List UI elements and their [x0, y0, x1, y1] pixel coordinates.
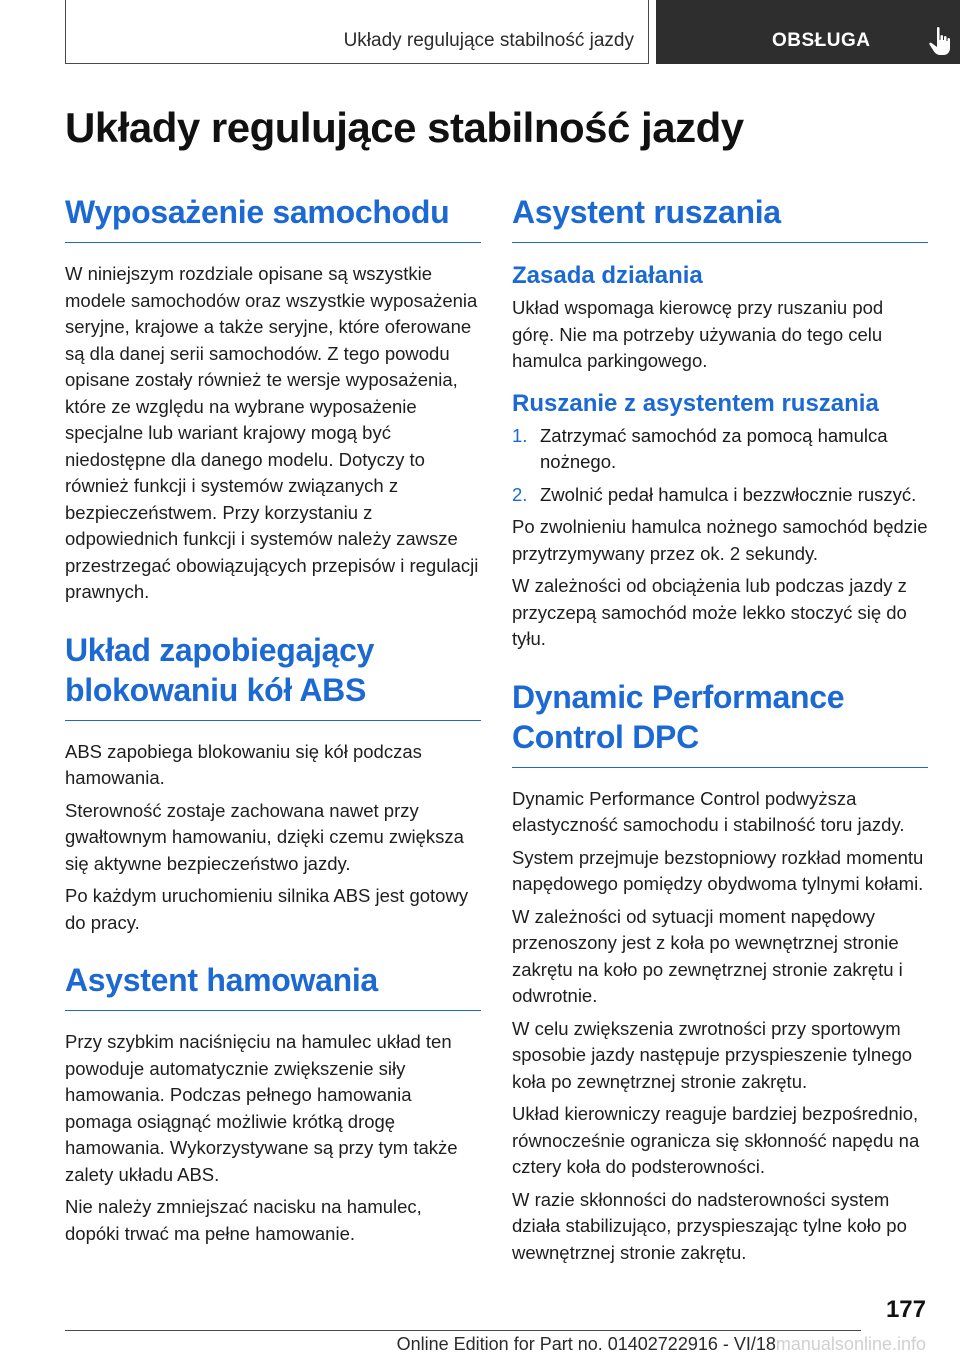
paragraph: W niniejszym rozdziale opisane są wszystkie modele samochodów oraz wszystkie wyposażenia seryjne, krajowe a także seryjne, które oferowane są dla danej serii samochodów. Z tego powodu opisane zostały również te wersje wyposażenia, które ze względu na wybrane wyposażenie specjalne lub wariant krajowy mogą być niedostępne dla danego modelu. Dotyczy to również funkcji i systemów związanych z bezpieczeństwem. Przy korzystaniu z odpowiednich funkcji i systemów należy zawsze przestrzegać obowiązujących przepisów i regulacji prawnych.: [65, 263, 479, 602]
step-item: [512, 482, 928, 509]
paragraph: Dynamic Performance Control podwyższa elastyczność samochodu i stabilność toru jazdy.: [512, 787, 905, 835]
step-text: Zwolnić pedał hamulca i bezzwłocznie ruszyć.: [540, 483, 917, 505]
paragraph: Układ kierowniczy reaguje bardziej bezpośrednio, równocześnie ogranicza się skłonność napędu na cztery koła do podsterowności.: [512, 1103, 920, 1177]
page-title: Układy regulujące stabilność jazdy: [65, 104, 744, 151]
paragraph: Po zwolnieniu hamulca nożnego samochód będzie przytrzymywany przez ok. 2 sekundy.: [512, 516, 928, 564]
paragraph: System przejmuje bezstopniowy rozkład momentu napędowego pomiędzy obydwoma tylnymi kołami.: [512, 846, 924, 894]
header-section-title: Układy regulujące stabilność jazdy: [343, 30, 634, 51]
header-chapter-tab: [656, 0, 960, 64]
section-wyposazenie: [65, 192, 481, 606]
subsection-heading: Zasada działania: [512, 262, 703, 289]
section-heading: Dynamic Performance Control DPC: [512, 677, 928, 768]
paragraph: W zależności od obciążenia lub podczas jazdy z przyczepą samochód może lekko stoczyć się do tyłu.: [512, 575, 907, 649]
paragraph: ABS zapobiega blokowaniu się kół podczas hamowania.: [65, 740, 422, 788]
section-heading: Układ zapobiegający blokowaniu kół ABS: [65, 630, 481, 721]
left-column: [65, 192, 481, 1271]
step-item: [512, 423, 928, 476]
section-heading: Asystent ruszania: [512, 192, 928, 243]
paragraph: Układ wspomaga kierowcę przy ruszaniu pod górę. Nie ma potrzeby używania do tego celu hamulca parkingowego.: [512, 297, 884, 371]
footer-edition-text: Online Edition for Part no. 01402722916 - VI/18: [396, 1334, 776, 1354]
paragraph: Po każdym uruchomieniu silnika ABS jest gotowy do pracy.: [65, 885, 469, 933]
page-header: [0, 0, 960, 66]
section-asystent-hamowania: [65, 960, 481, 1247]
paragraph: W zależności od sytuacji moment napędowy przenoszony jest z koła po wewnętrznej stronie zakrętu na koło po zewnętrznej stronie zakrętu i odwrotnie.: [512, 905, 903, 1006]
section-dpc: [512, 677, 928, 1267]
step-number: 2.: [512, 483, 528, 505]
section-heading: Wyposażenie samochodu: [65, 192, 481, 243]
paragraph: W razie skłonności do nadsterowności system działa stabilizująco, przyspieszając tylne koło po wewnętrznej stronie zakrętu.: [512, 1188, 907, 1263]
footer-edition: [397, 1334, 926, 1355]
paragraph: W celu zwiększenia zwrotności przy sportowym sposobie jazdy następuje przyspieszenie tylnego koła po zewnętrznej stronie zakrętu.: [512, 1017, 913, 1092]
watermark-text: manualsonline.info: [775, 1334, 926, 1354]
step-number: 1.: [512, 424, 528, 446]
subsection-heading: Ruszanie z asystentem ruszania: [512, 389, 879, 417]
page-number: 177: [885, 1296, 926, 1323]
right-column: [512, 192, 928, 1290]
paragraph: Sterowność zostaje zachowana nawet przy gwałtownym hamowaniu, dzięki czemu zwiększa się aktywne bezpieczeństwo jazdy.: [65, 799, 464, 874]
section-heading: Asystent hamowania: [65, 960, 481, 1011]
step-text: Zatrzymać samochód za pomocą hamulca nożnego.: [540, 424, 888, 472]
section-abs: [65, 630, 481, 937]
hand-pointer-icon: [928, 26, 954, 56]
header-section-box: [65, 0, 649, 64]
paragraph: Nie należy zmniejszać nacisku na hamulec, dopóki trwać ma pełne hamowanie.: [65, 1196, 422, 1244]
paragraph: Przy szybkim naciśnięciu na hamulec układ ten powoduje automatycznie zwiększenie siły hamowania. Podczas pełnego hamowania pomaga osiągnąć możliwie krótką drogę hamowania. Wykorzystywane są przy tym także zalety układu ABS.: [65, 1031, 458, 1185]
section-asystent-ruszania: [512, 192, 928, 653]
header-tab-label: OBSŁUGA: [772, 30, 871, 51]
footer-divider: [65, 1330, 861, 1331]
